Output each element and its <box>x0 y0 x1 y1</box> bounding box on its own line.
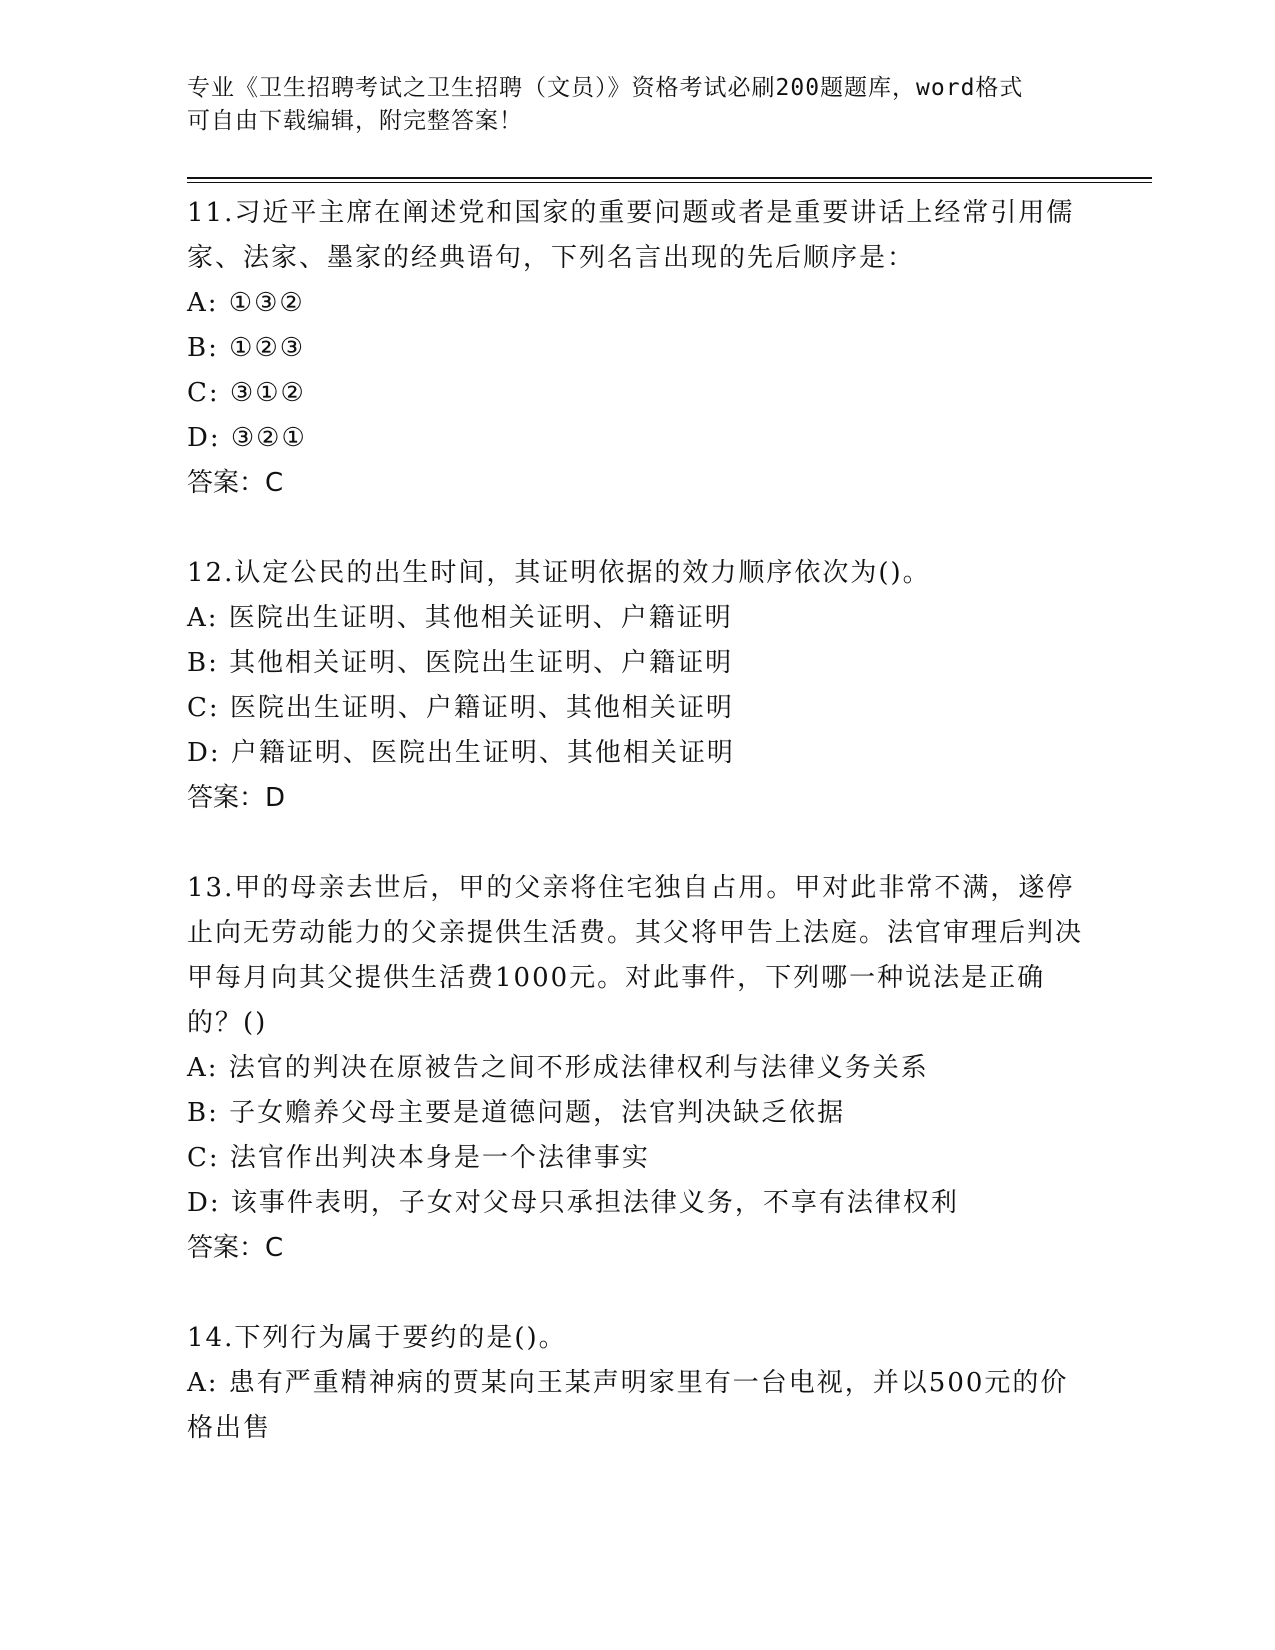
question-text: 12.认定公民的出生时间，其证明依据的效力顺序依次为()。 <box>187 558 931 588</box>
answer-line: 答案：C <box>187 1233 284 1263</box>
option-c: C: 法官作出判决本身是一个法律事实 <box>187 1143 650 1173</box>
question-item <box>187 1316 1087 1451</box>
option-c: C: ③①② <box>187 378 306 408</box>
option-a: A: ①③② <box>187 288 305 318</box>
header-divider-thin <box>187 182 1152 183</box>
header-divider-thick <box>187 177 1152 179</box>
option-d: D: 户籍证明、医院出生证明、其他相关证明 <box>187 738 735 768</box>
option-a: A: 医院出生证明、其他相关证明、户籍证明 <box>187 603 733 633</box>
option-b: B: 子女赡养父母主要是道德问题，法官判决缺乏依据 <box>187 1098 846 1128</box>
answer-line: 答案：C <box>187 468 284 498</box>
question-item <box>187 191 1087 506</box>
header-line-2: 可自由下载编辑，附完整答案！ <box>187 108 523 134</box>
option-a: A: 法官的判决在原被告之间不形成法律权利与法律义务关系 <box>187 1053 929 1083</box>
question-text: 11.习近平主席在阐述党和国家的重要问题或者是重要讲话上经常引用儒家、法家、墨家的经典语句，下列名言出现的先后顺序是： <box>187 198 1075 273</box>
answer-line: 答案：D <box>187 783 286 813</box>
option-b: B: ①②③ <box>187 333 306 363</box>
question-text: 14.下列行为属于要约的是()。 <box>187 1323 567 1353</box>
question-list <box>187 191 1087 1496</box>
question-text: 13.甲的母亲去世后，甲的父亲将住宅独自占用。甲对此非常不满，遂停止向无劳动能力的父亲提供生活费。其父将甲告上法庭。法官审理后判决甲每月向其父提供生活费1000元。对此事件，下列哪一种说法是正确的？() <box>187 873 1084 1038</box>
question-item <box>187 866 1087 1271</box>
option-b: B: 其他相关证明、医院出生证明、户籍证明 <box>187 648 734 678</box>
option-d: D: 该事件表明，子女对父母只承担法律义务，不享有法律权利 <box>187 1188 959 1218</box>
document-header <box>187 72 1067 138</box>
header-line-1: 专业《卫生招聘考试之卫生招聘（文员）》资格考试必刷200题题库，word格式 <box>187 75 1024 101</box>
option-d: D: ③②① <box>187 423 307 453</box>
question-item <box>187 551 1087 821</box>
option-c: C: 医院出生证明、户籍证明、其他相关证明 <box>187 693 734 723</box>
option-a: A: 患有严重精神病的贾某向王某声明家里有一台电视，并以500元的价格出售 <box>187 1368 1069 1443</box>
